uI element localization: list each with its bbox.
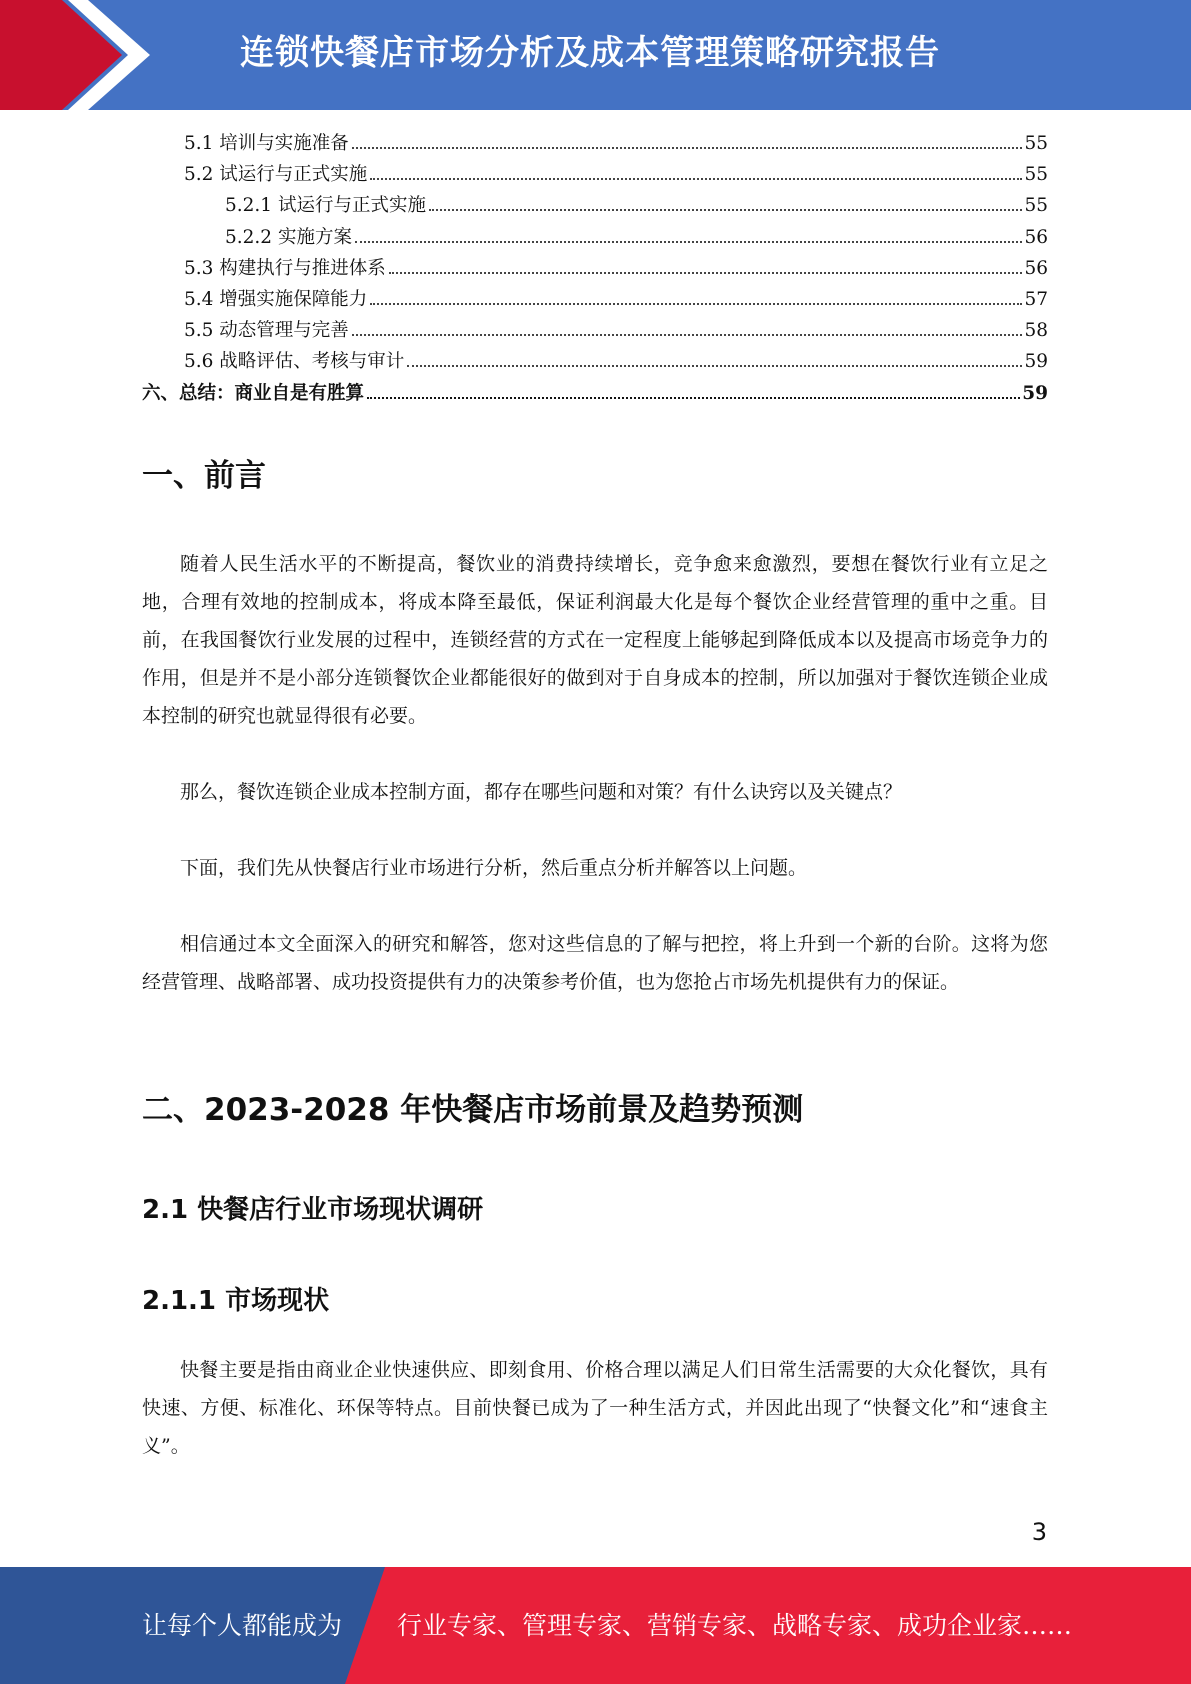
toc-entry-title: 5.3 构建执行与推进体系 — [184, 257, 386, 279]
toc-entry[interactable] — [142, 284, 1048, 315]
page-header — [0, 0, 1191, 110]
subsection-heading: 2.1 快餐店行业市场现状调研 — [142, 1195, 484, 1225]
preface-paragraph: 相信通过本文全面深入的研究和解答，您对这些信息的了解与把控，将上升到一个新的台阶。这将为您经营管理、战略部署、成功投资提供有力的决策参考价值，也为您抢占市场先机提供有力的保证。 — [142, 933, 1048, 993]
toc-entry-page: 59 — [1024, 351, 1048, 373]
toc-leader-dots — [352, 334, 1023, 336]
preface-paragraph: 那么，餐饮连锁企业成本控制方面，都存在哪些问题和对策？有什么诀窍以及关键点？ — [180, 781, 903, 803]
toc-leader-dots — [355, 241, 1023, 243]
toc-entry-page: 55 — [1024, 195, 1048, 217]
footer-slogan-left: 让每个人都能成为 — [142, 1611, 343, 1640]
toc-entry-page: 56 — [1024, 226, 1048, 248]
section-heading-preface: 一、前言 — [142, 458, 266, 494]
page-number: 3 — [1031, 1518, 1047, 1546]
toc-entry[interactable] — [142, 315, 1048, 346]
toc-leader-dots — [352, 147, 1023, 149]
toc-leader-dots — [370, 178, 1022, 180]
toc-leader-dots — [389, 272, 1023, 274]
preface-paragraph: 下面，我们先从快餐店行业市场进行分析，然后重点分析并解答以上问题。 — [180, 857, 808, 879]
subsection-heading: 2.1.1 市场现状 — [142, 1286, 330, 1316]
table-of-contents — [142, 128, 1048, 409]
toc-entry-page: 56 — [1024, 257, 1048, 279]
toc-entry-page: 59 — [1022, 382, 1048, 404]
page-footer — [0, 1567, 1191, 1684]
toc-entry[interactable] — [142, 222, 1048, 253]
report-title: 连锁快餐店市场分析及成本管理策略研究报告 — [240, 33, 940, 73]
toc-entry[interactable] — [142, 346, 1048, 377]
toc-entry[interactable] — [142, 128, 1048, 159]
toc-entry-title: 5.2 试运行与正式实施 — [184, 164, 368, 186]
toc-entry[interactable] — [142, 190, 1048, 221]
section-heading-market-outlook: 二、2023-2028 年快餐店市场前景及趋势预测 — [142, 1092, 804, 1128]
toc-entry[interactable] — [142, 253, 1048, 284]
toc-leader-dots — [429, 209, 1022, 211]
toc-entry-title: 六、总结：商业自是有胜算 — [142, 382, 365, 404]
toc-entry-page: 58 — [1024, 320, 1048, 342]
header-red-arrow-decoration — [0, 0, 160, 110]
toc-entry-title: 5.2.1 试运行与正式实施 — [225, 195, 426, 217]
toc-entry-title: 5.6 战略评估、考核与审计 — [184, 351, 405, 373]
toc-leader-dots — [370, 303, 1022, 305]
toc-entry-page: 57 — [1024, 288, 1048, 310]
toc-leader-dots — [367, 397, 1020, 399]
footer-slogan-right: 行业专家、管理专家、营销专家、战略专家、成功企业家…… — [397, 1611, 1073, 1640]
market-status-paragraph: 快餐主要是指由商业企业快速供应、即刻食用、价格合理以满足人们日常生活需要的大众化餐饮，具有快速、方便、标准化、环保等特点。目前快餐已成为了一种生活方式，并因此出现了“快餐文化”和“速食主义”。 — [142, 1359, 1048, 1457]
toc-entry-title: 5.2.2 实施方案 — [225, 226, 352, 248]
toc-entry[interactable] — [142, 159, 1048, 190]
toc-entry-title: 5.1 培训与实施准备 — [184, 133, 349, 154]
toc-entry-page: 55 — [1024, 164, 1048, 186]
toc-entry[interactable] — [142, 378, 1048, 409]
toc-leader-dots — [407, 365, 1022, 367]
preface-paragraph: 随着人民生活水平的不断提高，餐饮业的消费持续增长，竞争愈来愈激烈，要想在餐饮行业有立足之地，合理有效地的控制成本，将成本降至最低，保证利润最大化是每个餐饮企业经营管理的重中之重。目前，在我国餐饮行业发展的过程中，连锁经营的方式在一定程度上能够起到降低成本以及提高市场竞争力的作用，但是并不是小部分连锁餐饮企业都能很好的做到对于自身成本的控制，所以加强对于餐饮连锁企业成本控制的研究也就显得很有必要。 — [142, 553, 1048, 727]
toc-entry-title: 5.5 动态管理与完善 — [184, 320, 349, 342]
toc-entry-title: 5.4 增强实施保障能力 — [184, 288, 368, 310]
toc-entry-page: 55 — [1024, 133, 1048, 154]
